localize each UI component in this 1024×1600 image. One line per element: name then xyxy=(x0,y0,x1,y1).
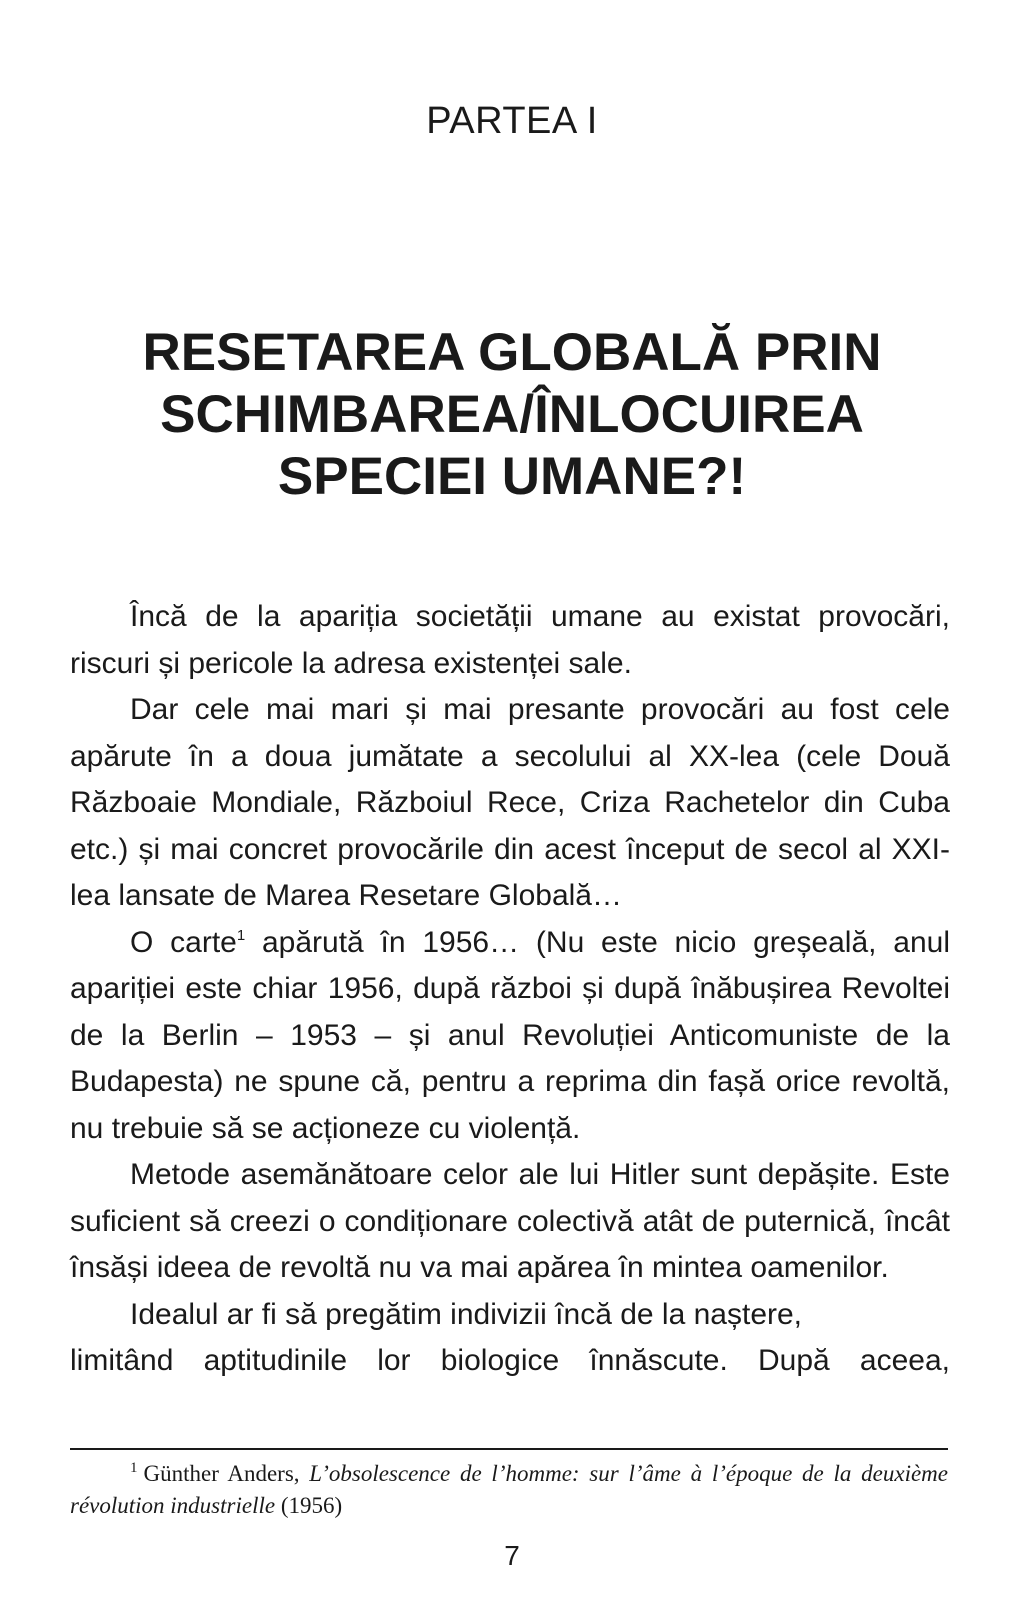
footnote-reference[interactable]: 1 xyxy=(236,926,246,944)
footnote-year: (1956) xyxy=(275,1493,343,1518)
chapter-title xyxy=(90,322,934,508)
page-number: 7 xyxy=(504,1540,520,1571)
chapter-title-line-1: RESETAREA GLOBALĂ PRIN xyxy=(142,323,882,382)
footnote-number: 1 xyxy=(130,1460,138,1476)
paragraph-3-rest: apărută în 1956… (Nu este nicio greșeală, anul apariției este chiar 1956, după război și după înăbușirea Revoltei de la Berlin – 1953 – și anul Revoluției Anticomuniste de la Budapesta) ne spune că, pentru a reprima din fașă orice revoltă, nu trebuie să se acționeze cu violență. xyxy=(70,925,950,1145)
paragraph-4: Metode asemănătoare celor ale lui Hitler sunt depășite. Este suficient să creezi o condiționare colectivă atât de puternică, încât însăși ideea de revoltă nu va mai apărea în mintea oamenilor. xyxy=(70,1158,950,1284)
footnote xyxy=(70,1458,948,1522)
paragraph-3-start: O carte xyxy=(130,925,237,959)
footnote-book-title: L’obsolescence de l’homme: sur l’âme à l’époque de la deuxième révolution industrielle xyxy=(70,1461,948,1518)
paragraph-1: Încă de la apariția societății umane au existat provocări, riscuri și pericole la adresa existenței sale. xyxy=(70,600,950,680)
part-label: PARTEA I xyxy=(426,100,598,142)
footnote-divider xyxy=(70,1448,948,1450)
body-text xyxy=(70,594,950,1385)
paragraph-3 xyxy=(70,920,950,1153)
footnote-author: Günther Anders, xyxy=(143,1461,310,1486)
paragraph-5-main: Idealul ar fi să pregătim indivizii încă de la naștere, xyxy=(130,1297,803,1331)
chapter-title-line-3: SPECIEI UMANE?! xyxy=(277,447,747,506)
paragraph-5 xyxy=(70,1292,950,1385)
chapter-title-line-2: SCHIMBAREA/ÎNLOCUIREA xyxy=(160,385,864,444)
paragraph-5-last-line: limitând aptitudinile lor biologice înnăscute. După aceea, xyxy=(70,1344,950,1377)
paragraph-2: Dar cele mai mari și mai presante provocări au fost cele apărute în a doua jumătate a secolului al XX-lea (cele Două Războaie Mondiale, Războiul Rece, Criza Rachetelor din Cuba etc.) și mai concret provocările din acest început de secol al XXI-lea lansate de Marea Resetare Globală… xyxy=(70,693,950,912)
